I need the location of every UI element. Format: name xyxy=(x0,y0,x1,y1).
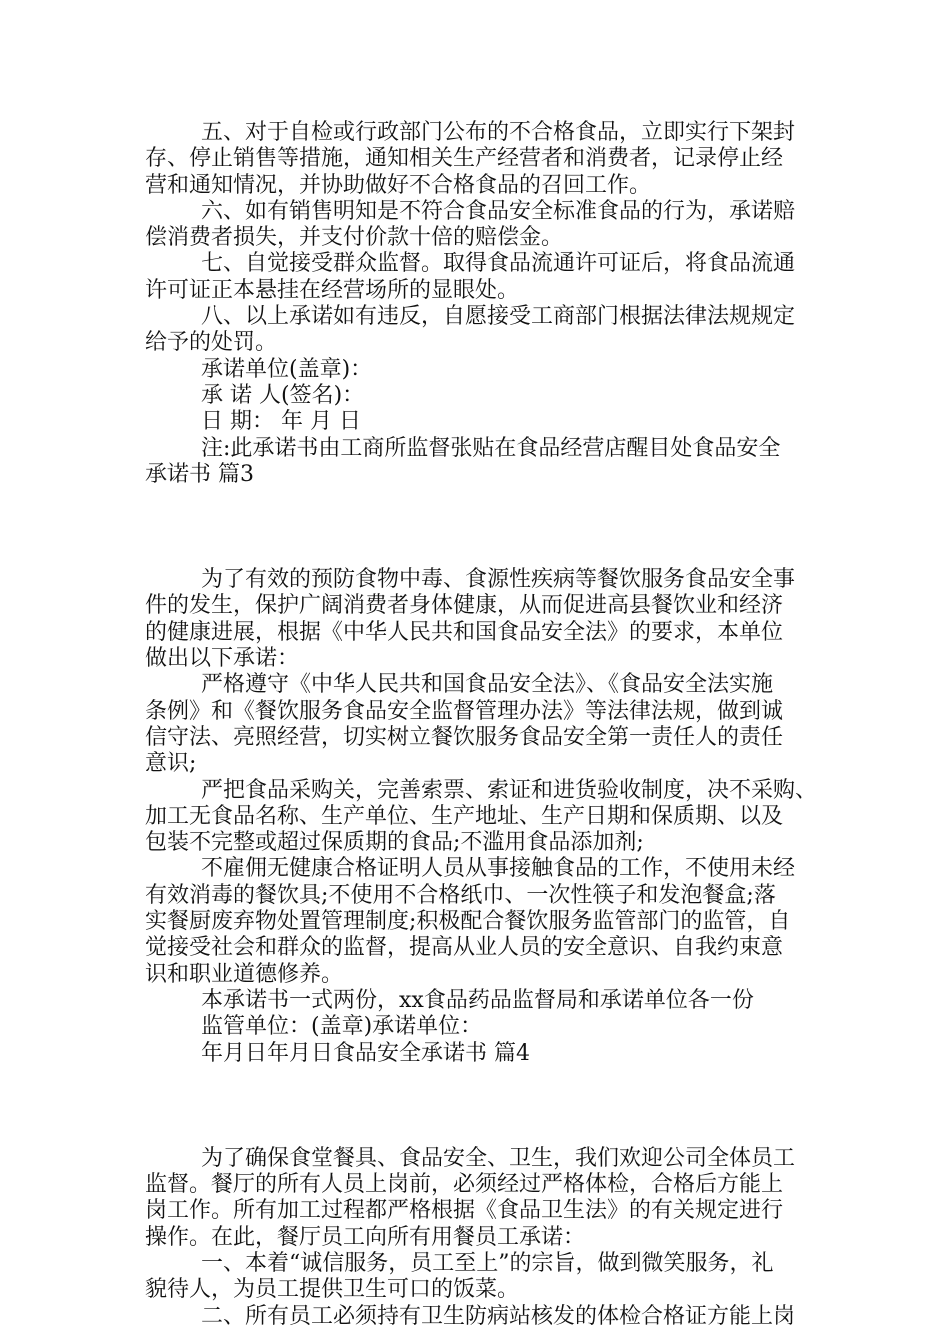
text-line: 貌待人，为员工提供卫生可口的饭菜。 xyxy=(145,1277,520,1303)
text-line: 岗工作。所有加工过程都严格根据《食品卫生法》的有关规定进行 xyxy=(145,1198,784,1224)
text-line: 监督。餐厅的所有人员上岗前，必须经过严格体检，合格后方能上 xyxy=(145,1172,784,1198)
text-line: 信守法、亮照经营，切实树立餐饮服务食品安全第一责任人的责任 xyxy=(145,724,784,750)
text-line: 给予的处罚。 xyxy=(145,330,278,356)
text-line: 包装不完整或超过保质期的食品;不滥用食品添加剂; xyxy=(145,830,644,856)
text-line: 偿消费者损失，并支付价款十倍的赔偿金。 xyxy=(145,225,564,251)
text-line: 注:此承诺书由工商所监督张贴在食品经营店醒目处食品安全 xyxy=(201,435,781,461)
text-line: 二、所有员工必须持有卫生防病站核发的体检合格证方能上岗 xyxy=(201,1303,796,1329)
text-line: 严格遵守《中华人民共和国食品安全法》、《食品安全法实施 xyxy=(201,672,774,698)
text-line: 八、以上承诺如有违反，自愿接受工商部门根据法律法规规定 xyxy=(201,304,796,330)
text-line: 日 期： 年 月 日 xyxy=(201,409,361,435)
document-body xyxy=(145,120,818,1330)
section-commitment-4 xyxy=(145,1146,815,1330)
section-gap xyxy=(145,1067,815,1146)
text-line: 六、如有销售明知是不符合食品安全标准食品的行为，承诺赔 xyxy=(201,198,796,224)
text-line: 识和职业道德修养。 xyxy=(145,961,344,987)
text-line: 承 诺 人(签名)： xyxy=(201,382,365,408)
text-line: 承诺书 篇3 xyxy=(145,461,254,487)
text-line: 做出以下承诺： xyxy=(145,646,300,672)
text-line: 实餐厨废弃物处置管理制度;积极配合餐饮服务监管部门的监管，自 xyxy=(145,909,791,935)
text-line: 承诺单位(盖章)： xyxy=(201,356,373,382)
text-line: 件的发生，保护广阔消费者身体健康，从而促进高县餐饮业和经济 xyxy=(145,593,784,619)
section-gap xyxy=(145,488,815,567)
text-line: 有效消毒的餐饮具;不使用不合格纸巾、一次性筷子和发泡餐盒;落 xyxy=(145,882,776,908)
text-line: 严把食品采购关，完善索票、索证和进货验收制度，决不采购、 xyxy=(201,777,818,803)
text-line: 年月日年月日食品安全承诺书 篇4 xyxy=(201,1040,530,1066)
section-commitment-continued xyxy=(145,120,815,488)
text-line: 觉接受社会和群众的监督，提高从业人员的安全意识、自我约束意 xyxy=(145,935,784,961)
text-line: 营和通知情况，并协助做好不合格食品的召回工作。 xyxy=(145,172,652,198)
text-line: 为了有效的预防食物中毒、食源性疾病等餐饮服务食品安全事 xyxy=(201,567,796,593)
text-line: 为了确保食堂餐具、食品安全、卫生，我们欢迎公司全体员工 xyxy=(201,1145,796,1171)
text-line: 操作。在此，餐厅员工向所有用餐员工承诺： xyxy=(145,1224,586,1250)
text-line: 监管单位：(盖章)承诺单位： xyxy=(201,1014,483,1040)
text-line: 存、停止销售等措施，通知相关生产经营者和消费者，记录停止经 xyxy=(145,146,784,172)
text-line: 加工无食品名称、生产单位、生产地址、生产日期和保质期、以及 xyxy=(145,803,784,829)
text-line: 本承诺书一式两份，xx食品药品监督局和承诺单位各一份 xyxy=(201,987,754,1013)
text-line: 许可证正本悬挂在经营场所的显眼处。 xyxy=(145,277,520,303)
text-line: 不雇佣无健康合格证明人员从事接触食品的工作，不使用未经 xyxy=(201,856,796,882)
section-commitment-3 xyxy=(145,567,818,1067)
text-line: 一、本着“诚信服务，员工至上”的宗旨，做到微笑服务，礼 xyxy=(201,1250,774,1276)
text-line: 的健康进展，根据《中华人民共和国食品安全法》的要求，本单位 xyxy=(145,619,784,645)
text-line: 意识; xyxy=(145,751,197,777)
text-line: 条例》和《餐饮服务食品安全监督管理办法》等法律法规，做到诚 xyxy=(145,698,784,724)
text-line: 七、自觉接受群众监督。取得食品流通许可证后，将食品流通 xyxy=(201,251,796,277)
text-line: 五、对于自检或行政部门公布的不合格食品，立即实行下架封 xyxy=(201,120,796,145)
